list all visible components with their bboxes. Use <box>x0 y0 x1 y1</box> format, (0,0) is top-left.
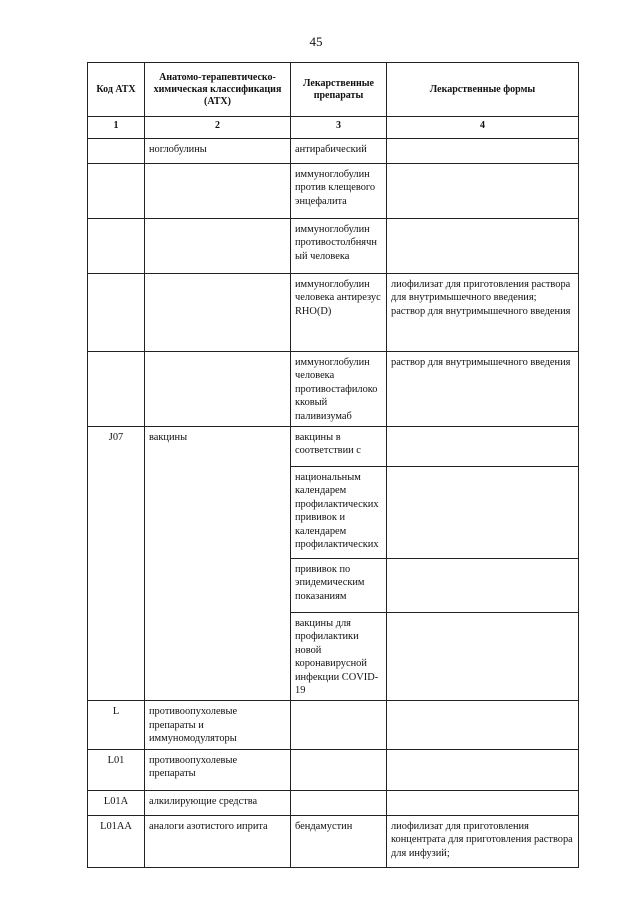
header-drugs: Лекарственные препараты <box>291 63 387 117</box>
table-row <box>88 701 579 749</box>
atc-name-cell <box>145 164 291 219</box>
atc-code-cell: J07 <box>88 427 145 701</box>
atc-name-cell: противоопухолевые препараты и иммуномодуляторы <box>145 701 291 749</box>
atc-code-cell: L01AA <box>88 815 145 867</box>
atc-name-cell <box>145 274 291 352</box>
form-cell <box>387 701 579 749</box>
form-cell <box>387 749 579 790</box>
atc-code-cell <box>88 352 145 427</box>
form-cell <box>387 559 579 613</box>
form-cell: лиофилизат для приготовления концентрата для приготовления раствора для инфузий; <box>387 815 579 867</box>
drug-cell: иммуноглобулин человека противостафилококковый паливизумаб <box>291 352 387 427</box>
drug-cell: иммуноглобулин противостолбнячный человека <box>291 219 387 274</box>
column-number-row <box>88 117 579 139</box>
atc-name-cell: противоопухолевые препараты <box>145 749 291 790</box>
atc-name-cell: аналоги азотистого иприта <box>145 815 291 867</box>
atc-name-cell <box>145 219 291 274</box>
atc-code-cell: L <box>88 701 145 749</box>
column-number: 2 <box>145 117 291 139</box>
atc-code-cell <box>88 164 145 219</box>
drug-cell <box>291 790 387 815</box>
form-cell <box>387 427 579 467</box>
drug-cell: антирабический <box>291 139 387 164</box>
atc-code-cell: L01A <box>88 790 145 815</box>
form-cell <box>387 467 579 559</box>
atc-name-cell: вакцины <box>145 427 291 701</box>
atc-name-cell: ноглобулины <box>145 139 291 164</box>
header-atc-code: Код АТХ <box>88 63 145 117</box>
table-row <box>88 219 579 274</box>
table-row <box>88 164 579 219</box>
drug-cell: прививок по эпидемическим показаниям <box>291 559 387 613</box>
atc-name-cell <box>145 352 291 427</box>
form-cell <box>387 219 579 274</box>
form-cell <box>387 139 579 164</box>
drug-cell: вакцины для профилактики новой коронавирусной инфекции COVID-19 <box>291 613 387 701</box>
table-row <box>88 790 579 815</box>
table-row <box>88 749 579 790</box>
drug-cell: вакцины в соответствии с <box>291 427 387 467</box>
page-number: 45 <box>309 34 323 49</box>
form-cell <box>387 613 579 701</box>
drug-cell: национальным календарем профилактических прививок и календарем профилактических <box>291 467 387 559</box>
column-number: 1 <box>88 117 145 139</box>
table-row <box>88 427 579 467</box>
drug-cell: иммуноглобулин человека антирезус RHO(D) <box>291 274 387 352</box>
drug-cell <box>291 749 387 790</box>
header-dosage-forms: Лекарственные формы <box>387 63 579 117</box>
atc-code-cell <box>88 139 145 164</box>
form-cell <box>387 790 579 815</box>
header-atc-classification: Анатомо-терапевтическо-химическая классификация (АТХ) <box>145 63 291 117</box>
table-row <box>88 274 579 352</box>
atc-code-cell <box>88 274 145 352</box>
atc-table <box>87 62 579 868</box>
header-row <box>88 63 579 117</box>
drug-cell: бендамустин <box>291 815 387 867</box>
column-number: 4 <box>387 117 579 139</box>
form-cell: лиофилизат для приготовления раствора для внутримышечного введения; раствор для внутримышечного введения <box>387 274 579 352</box>
table-row <box>88 139 579 164</box>
drug-cell <box>291 701 387 749</box>
drug-cell: иммуноглобулин против клещевого энцефалита <box>291 164 387 219</box>
form-cell <box>387 164 579 219</box>
atc-code-cell: L01 <box>88 749 145 790</box>
table-row <box>88 815 579 867</box>
atc-code-cell <box>88 219 145 274</box>
table-row <box>88 352 579 427</box>
form-cell: раствор для внутримышечного введения <box>387 352 579 427</box>
atc-name-cell: алкилирующие средства <box>145 790 291 815</box>
column-number: 3 <box>291 117 387 139</box>
